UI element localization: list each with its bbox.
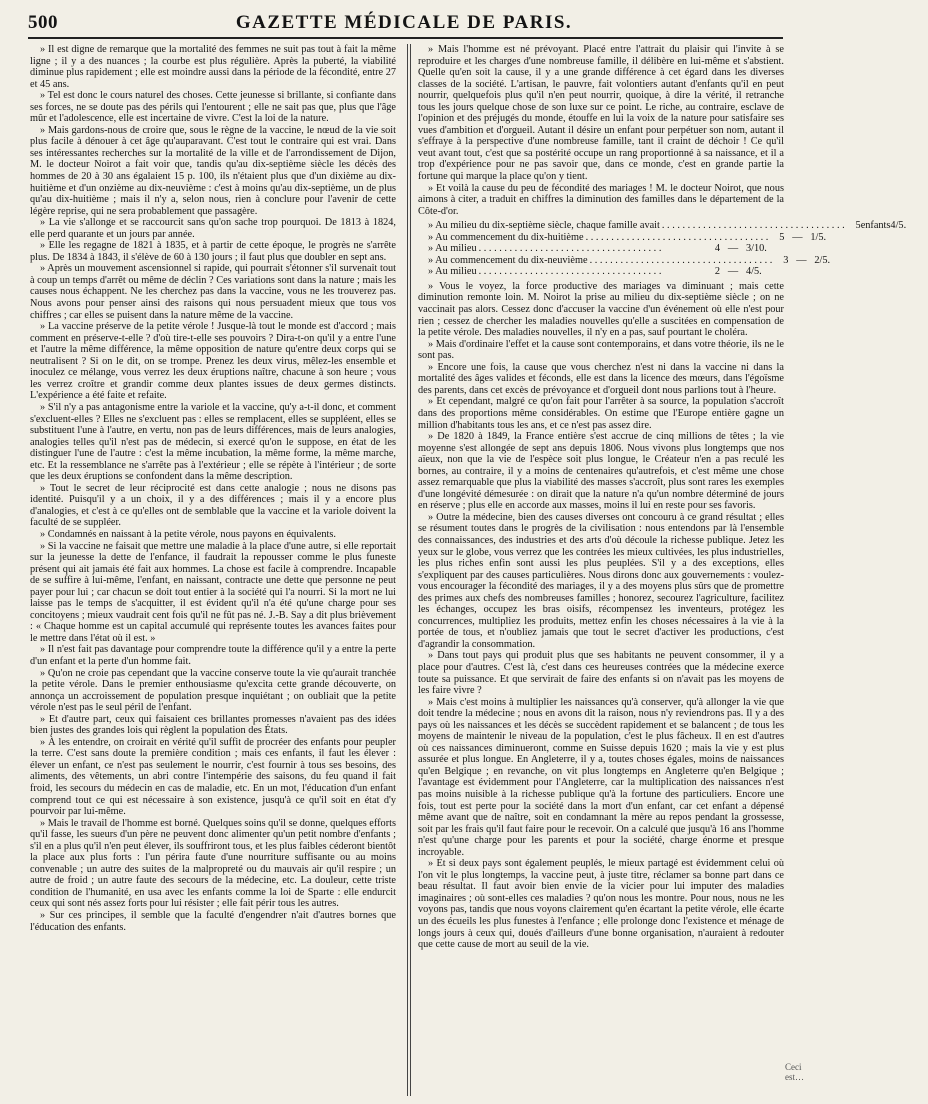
row-fraction: 1/5. — [810, 231, 827, 243]
paragraph: » Mais c'est moins à multiplier les naissances qu'à conserver, qu'à allonger la vie que doit tendre la médecine ; nous en avons dit la raison, nous n'y reviendrons pas. Il y a des pays où les naissances et les décès se succèdent rapidement et se balancent ; de tous les moyens de maintenir le niveau de la population, c'est le plus fâcheux. Il en est d'autres où ces naissances diminueront, comme en Suisse depuis 1620 ; mais la vie y est plus assurée et plus longue. En Angleterre, il y a, toutes choses égales, moins de naissances qu'en Belgique ; en revanche, on vit plus longtemps en Angleterre qu'en Belgique ; l'avantage est évidemment pour l'Angleterre, car la multiplication des naissances n'est pas moins nuisible à la richesse publique qu'à la fortune des particuliers. Encore une fois, tout est perte pour la société dans la mort d'un enfant, car cet enfant a dépensé même avant que de naître, soit en condamnant la mère au repos pendant la grossesse, soit par les frais qu'il faut faire pour le recevoir. On a calculé que jusqu'à 16 ans l'homme n'est qu'une charge pour les parents et pour la société, charge énorme et presque incroyable. — [418, 696, 784, 858]
table-row — [418, 266, 784, 278]
leader-dots — [586, 232, 769, 244]
paragraph: » Mais d'ordinaire l'effet et la cause sont contemporains, et dans votre théorie, ils ne le sont pas. — [418, 338, 784, 362]
row-unit: — — [727, 243, 739, 255]
row-label: » Au milieu du dix-septième siècle, chaque famille avait — [428, 220, 660, 232]
row-label: » Au milieu — [428, 266, 477, 278]
paragraph: » Il n'est fait pas davantage pour comprendre toute la différence qu'il y a entre la perte d'un enfant et la perte d'un homme fait. — [30, 644, 396, 667]
paragraph: » Et cependant, malgré ce qu'on fait pour l'arrêter à sa source, la population s'accroît dans des proportions même considérables. On estime que l'Europe entière gagne un million d'habitants tous les ans, et ce n'est pas assez dire. — [418, 396, 784, 431]
journal-title: GAZETTE MÉDICALE DE PARIS. — [235, 12, 573, 33]
column-divider — [407, 44, 408, 1096]
table-row — [418, 243, 784, 255]
paragraph: » Mais l'homme est né prévoyant. Placé entre l'attrait du plaisir qui l'invite à se reproduire et les charges d'une nombreuse famille, il délibère en lui-même et s'abstient. Quelle qu'en soit la cause, il y a une grande différence à cet égard dans les diverses classes de la société. L'artisan, le pauvre, fait volontiers autant d'enfants qu'il en peut nourrir, quelquefois plus qu'il n'en peut nourrir, quoique, à dire la vérité, il retranche tous les jours quelque chose de son luxe sur ce point. Le riche, au contraire, esclave de l'opinion et des préjugés du monde, étouffe en lui la voix de la nature pour satisfaire ses vues d'ambition et d'orgueil. Autant il désire un enfant pour perpétuer son nom, autant il s'effraye à la perspective d'une nombreuse famille, tant il craint de déchoir ! Ce qu'il veut avant tout, c'est que sa postérité occupe un rang proportionné à sa naissance, et il a trop d'expérience pour ne pas savoir que, dans ce monde, c'est en grande partie la fortune qui marque la place qu'on y tient. — [418, 44, 784, 183]
row-label: » Au milieu — [428, 243, 477, 255]
leader-dots — [662, 220, 845, 232]
paragraph: » Et si deux pays sont également peuplés, le mieux partagé est évidemment celui où l'on vit le plus longtemps, la vaccine peut, à juste titre, réclamer sa bonne part dans ce beau résultat. Il faut avoir bien envie de la vicier pour lui imputer des maladies imaginaires ; où sont-elles ces maladies ? qu'on nous les montre. Pour nous, nous ne les voyons pas, tandis que nous voyons clairement qu'en écartant la petite vérole, elle écarte un des écueils les plus funestes à l'enfance ; elle prolonge donc l'existence et ménage de longs jours à ceux qui, doués d'ailleurs d'une bonne organisation, n'auraient à redouter que cette cause de mort au seuil de la vie. — [418, 858, 784, 951]
paragraph: » De 1820 à 1849, la France entière s'est accrue de cinq millions de têtes ; la vie moyenne s'est allongée de sept ans depuis 1806. Nous vivons plus longtemps que nos aïeux, non que la vie de l'espèce soit plus longue, le Créateur n'en a pas reculé les bornes, au contraire, il y a moins de centenaires qu'autrefois, et c'est même une chose assez remarquable que plus la viabilité des masses s'accroît, plus sont rares les exemples d'une longévité démesurée : on dirait que la nature n'a qu'un nombre déterminé de jours en réserve ; plus elle en accorde aux masses, moins il lui en reste pour ses favoris. — [418, 431, 784, 512]
fertility-table — [418, 220, 907, 278]
row-unit: — — [796, 254, 807, 266]
paragraph: » Tout le secret de leur réciprocité est dans cette analogie ; nous ne disons pas identité. Puisqu'il y a un choix, il y a des différences ; mais il y a encore plus d'analogies, et c'est à ce qu'elles ont de semblable que la vaccine et la variole doivent la faculté de se suppléer. — [30, 482, 396, 529]
row-fraction: 4/5. — [890, 220, 907, 232]
row-unit: enfants — [860, 220, 891, 232]
leader-dots — [479, 243, 704, 255]
paragraph: » À les entendre, on croirait en vérité qu'il suffit de procréer des enfants pour peupler la terre. C'est sans doute la première condition ; mais ces enfants, il faut les élever : élever un enfant, ce n'est pas seulement le nourrir, c'est fournir à tous ses besoins, des aliments, des vêtements, un abri contre l'intempérie des saisons, du feu quand il fait froid, les secours du médecin en cas de maladie, etc. En un mot, l'éducation d'un enfant comprend tout ce qui est nécessaire à son existence, jusqu'à ce qu'il soit en état d'y pourvoir par lui-même. — [30, 736, 396, 818]
paragraph: » Il est digne de remarque que la mortalité des femmes ne suit pas tout à fait la même ligne ; il y a des nuances ; la courbe est plus régulière. Après la puberté, la viabilité diminue plus rapidement ; elle est moindre aussi dans la période de la fécondité, entre 27 et 45 ans. — [30, 44, 396, 90]
right-column-bottom — [418, 281, 784, 951]
row-label: » Au commencement du dix-huitième — [428, 231, 584, 243]
row-count: 5 — [779, 231, 785, 243]
paragraph: » Qu'on ne croie pas cependant que la vaccine conserve toute la vie qu'aurait tranchée la petite vérole. Dans le premier enthousiasme qu'excita cette grande découverte, on annonça un accroissement de population presque inquiétant ; on oubliait que la petite vérole n'est pas le seul péril de l'enfant. — [30, 667, 396, 714]
row-fraction: 3/10. — [746, 243, 767, 255]
paragraph: » Condamnés en naissant à la petite vérole, nous payons en équivalents. — [40, 528, 336, 540]
page-header — [28, 10, 780, 36]
leader-dots — [590, 255, 773, 267]
row-count: 2 — [714, 266, 720, 278]
paragraph: » Et d'autre part, ceux qui faisaient ces brillantes promesses n'avaient pas des idées bien justes des grandes lois qui règlent la population des États. — [30, 713, 396, 737]
paragraph: » Mais gardons-nous de croire que, sous le règne de la vaccine, le nœud de la vie soit plus facile à dénouer à cet âge qu'auparavant. C'est tout le contraire qui est vrai. Dans ses intéressantes recherches sur la mortalité de la ville et de l'arrondissement de Dijon, M. le docteur Noirot a fait voir que, tandis qu'au dix-septième siècle les décès des hommes de 20 à 30 ans égalaient 15 p. 100, ils n'étaient plus que d'un dixième au dix-huitième et d'un onzième au dix-neuvième : c'est à moins qu'au dix-septième, un de plus qu'au dix-huitième ; mais il n'y a, selon nous, rien à conclure pour l'avenir de cette légère reprise, qui ne sera probablement que passagère. — [30, 124, 396, 217]
leader-dots — [479, 266, 704, 278]
table-row — [418, 220, 907, 232]
row-count: 4 — [714, 243, 720, 255]
paragraph: » La vaccine préserve de la petite vérole ! Jusque-là tout le monde est d'accord ; mais comment en préserve-t-elle ? d'où tire-t-elle ses pouvoirs ? Dira-t-on qu'il y a entre l'une et l'autre la même différence, la même opposition de nature qu'entre deux corps qui se neutralisent ? Si on le dit, on se trompe. Prenez les deux virus, mêlez-les ensemble et inoculez ce mélange, vous verrez les deux éruptions naître, chacune à son heure ; vous les verrez croître et grandir comme deux plantes issues de deux germes distincts. L'expérience a été faite et refaite. — [30, 321, 396, 402]
row-fraction: 4/5. — [746, 266, 762, 278]
row-unit: — — [792, 231, 803, 243]
row-label: » Au commencement du dix-neuvième — [428, 254, 588, 266]
table-row — [418, 254, 831, 267]
table-row — [418, 231, 827, 244]
row-count: 3 — [783, 254, 789, 266]
paragraph: » Si la vaccine ne faisait que mettre une maladie à la place d'une autre, si elle reportait sur la jeunesse la dette de l'enfance, il faudrait la repousser comme le plus funeste présent qui ait jamais été fait aux hommes. La chose est facile à comprendre. Incapable de se suffire à lui-même, l'enfant, en naissant, contracte une dette que personne ne peut payer pour lui ; car chacun se doit tout entier à la société qui l'a nourri. Si la mort ne lui laisse pas le temps de s'acquitter, il est évident qu'il n'a été qu'une charge pour ses concitoyens ; mieux vaudrait cent fois qu'il ne fût pas né. J.-B. Say a dit plus brièvement : « Chaque homme est un capital accumulé qui représente toutes les avances faites pour le mettre dans l'état où il est. » — [30, 540, 396, 644]
page-number: 500 — [28, 12, 58, 33]
paragraph: » Elle les regagne de 1821 à 1835, et à partir de cette époque, le progrès ne s'arrête plus. De 1834 à 1843, il s'élève de 60 à 130 jours ; il faut plus que doubler en sept ans. — [30, 240, 396, 263]
paragraph: » Outre la médecine, bien des causes diverses ont concouru à ce grand résultat ; elles se résument toutes dans le progrès de la civilisation : nous entendons par là l'ensemble des connaissances, des industries et des arts d'où découle la richesse publique. Jetez les yeux sur le globe, vous verrez que les contrées les mieux cultivées, les plus industrielles, les plus riches enfin sont aussi les plus peuplées. S'il y a des exceptions, elles s'expliquent par des causes particulières. Nous dirons donc aux gouvernements : voulez-vous encourager la fécondité des mariages, il y a des moyens plus sûrs que de promettre des primes aux chefs des nombreuses familles ; honorez, secourez l'agriculture, facilitez les échanges, occupez les bras oisifs, récompensez les inventeurs, protégez les concurrences, multipliez les produits, mettez enfin les choses nécessaires à la vie à la portée de tous, et n'oubliez jamais que tout le secret d'activer les productions, c'est d'agrandir la consommation. — [418, 511, 784, 650]
margin-note: Ceci est… — [785, 1062, 804, 1082]
row-unit: — — [727, 266, 739, 278]
row-count: 5 — [855, 220, 861, 232]
paragraph: » Tel est donc le cours naturel des choses. Cette jeunesse si brillante, si confiante dans ses forces, ne se doute pas des périls qui l'entourent ; elle ne sait pas que, plus que l'âge mûr et l'adolescence, elle est incertaine de vivre. C'est la loi de la nature. — [30, 90, 396, 125]
row-fraction: 2/5. — [814, 254, 831, 266]
paragraph: » Vous le voyez, la force productive des mariages va diminuant ; mais cette diminution remonte loin. M. Noirot la prise au milieu du dix-septième siècle ; on ne vaccinait pas alors. Cessez donc d'accuser la vaccine d'un événement où elle n'est pour rien ; cessez de chercher les maladies nouvelles qu'elle a suscitées en compensation de la petite vérole. Des maladies nouvelles, il n'y en a pas, sauf pourtant le choléra. — [418, 280, 784, 339]
header-rule — [28, 37, 783, 39]
paragraph: » Mais le travail de l'homme est borné. Quelques soins qu'il se donne, quelques efforts qu'il fasse, les sueurs d'un père ne peuvent donc alimenter qu'un petit nombre d'enfants ; s'il en a plus qu'il n'en peut élever, ils souffriront tous, et les plus faibles céderont bientôt la place aux plus forts : l'un périra faute d'une nourriture suffisante ou au moins convenable ; un autre des suites de la malpropreté ou du mauvais air qu'il respire ; un autre de froid ; un autre faute des secours de la médecine, etc. La douleur, cette triste condition de l'humanité, en usa avec les enfants comme la loi de Sparte : elle endurcit ceux qui sont nés assez forts pour lui résister ; elle fait périr tous les autres. — [30, 817, 396, 910]
paragraph: » Dans tout pays qui produit plus que ses habitants ne peuvent consommer, il y a place pour d'autres. C'est là, c'est dans ces heureuses contrées que la médecine exerce toute sa puissance. Et que servirait de faire des enfants si on n'avait pas les moyens de les faire vivre ? — [418, 650, 784, 697]
right-column-top — [418, 44, 784, 217]
left-column — [30, 44, 396, 1096]
paragraph: » Et voilà la cause du peu de fécondité des mariages ! M. le docteur Noirot, que nous aimons à citer, a traduit en chiffres la diminution des familles dans le département de la Côte-d'or. — [418, 182, 784, 217]
paragraph: » Après un mouvement ascensionnel si rapide, qui pourrait s'étonner s'il survenait tout à coup un temps d'arrêt ou même de déclin ? Ces variations sont dans la nature ; mais les causes nous échappent. Ne les cherchez pas dans la vaccine, vous ne les trouverez pas. Nous avons pour penser ainsi des raisons qui nous persuadent mieux que tous vos chiffres ; car elles se puisent dans la nature même de la vaccine. — [30, 263, 396, 321]
paragraph: » Sur ces principes, il semble que la faculté d'engendrer n'ait d'autres bornes que l'éducation des enfants. — [30, 910, 396, 933]
column-divider-inner — [410, 44, 411, 1096]
paragraph: » Encore une fois, la cause que vous cherchez n'est ni dans la vaccine ni dans la mortalité des âges valides et féconds, elle est dans la licence des mœurs, dans l'égoïsme des parents, dans cet excès de prévoyance et d'orgueil dont nous parlions tout à l'heure. — [418, 361, 784, 396]
paragraph: » La vie s'allonge et se raccourcit sans qu'on sache trop pourquoi. De 1813 à 1824, elle perd quarante et un jours par année. — [30, 217, 396, 240]
paragraph: » S'il n'y a pas antagonisme entre la variole et la vaccine, qu'y a-t-il donc, et comment s'excluent-elles ? Elles ne s'excluent pas : elles se remplacent, elles se suppléent, elles se substituent l'une à l'autre, en vertu, non pas de leurs différences, mais de leurs analogies, analogies telles qu'il n'est pas de médecin, si exercé qu'on le suppose, en état de les distinguer l'une de l'autre : c'est la même incubation, la même forme, la même marche, etc. Et la ressemblance ne s'arrête pas à l'extérieur ; elle se répète à l'intérieur ; de sorte que les deux éruptions se confondent dans la même description. — [30, 401, 396, 483]
